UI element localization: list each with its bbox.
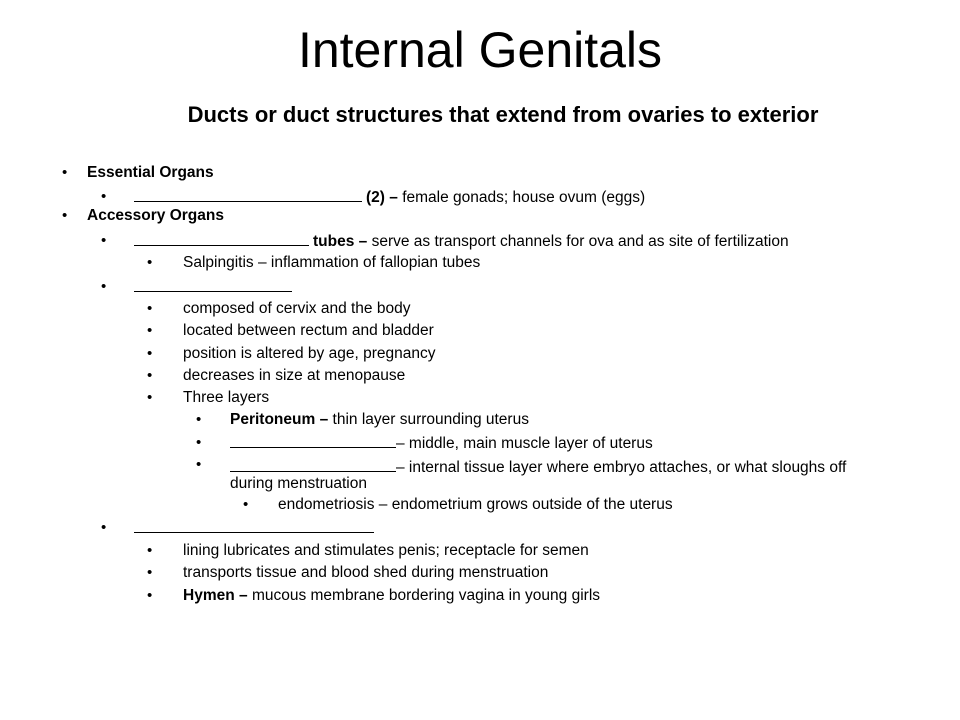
bullet: • — [147, 389, 153, 406]
vagina-item — [134, 518, 378, 538]
uterus-detail: Three layers — [183, 389, 270, 406]
bullet: • — [101, 232, 107, 249]
bullet: • — [147, 367, 153, 384]
ovaries-item — [134, 187, 645, 207]
bullet: • — [147, 254, 153, 271]
peritoneum-item — [230, 410, 529, 429]
salpingitis-item: Salpingitis – inflammation of fallopian tubes — [183, 254, 481, 271]
uterus-detail: decreases in size at menopause — [183, 367, 406, 384]
fill-in-blank — [134, 187, 362, 202]
uterus-detail: composed of cervix and the body — [183, 300, 411, 317]
fill-in-blank — [134, 518, 374, 533]
tubes-item — [134, 231, 789, 251]
bullet: • — [147, 300, 153, 317]
tubes-term: tubes – — [313, 233, 368, 250]
peritoneum-term: Peritoneum – — [230, 411, 329, 428]
ovaries-description: female gonads; house ovum (eggs) — [402, 189, 646, 206]
vagina-detail: lining lubricates and stimulates penis; receptacle for semen — [183, 542, 589, 559]
uterus-item — [134, 277, 296, 297]
bullet: • — [147, 587, 153, 604]
bullet: • — [196, 434, 202, 451]
endometrium-item — [230, 457, 870, 492]
fill-in-blank — [230, 457, 396, 472]
hymen-term: Hymen – — [183, 587, 248, 604]
peritoneum-description: thin layer surrounding uterus — [332, 411, 529, 428]
bullet: • — [147, 322, 153, 339]
bullet: • — [62, 207, 68, 224]
uterus-detail: position is altered by age, pregnancy — [183, 345, 436, 362]
bullet: • — [101, 278, 107, 295]
page-title: Internal Genitals — [297, 22, 663, 78]
bullet: • — [196, 411, 202, 428]
bullet: • — [147, 564, 153, 581]
tubes-description: serve as transport channels for ova and as site of fertilization — [371, 233, 789, 250]
myometrium-item — [230, 433, 653, 453]
vagina-detail: transports tissue and blood shed during menstruation — [183, 564, 549, 581]
myometrium-description: – middle, main muscle layer of uterus — [396, 435, 653, 452]
bullet: • — [243, 496, 249, 513]
uterus-detail: located between rectum and bladder — [183, 322, 434, 339]
bullet: • — [196, 456, 202, 473]
essential-organs-heading: Essential Organs — [87, 164, 214, 181]
ovaries-count: (2) – — [366, 189, 398, 206]
bullet: • — [62, 164, 68, 181]
fill-in-blank — [134, 231, 309, 246]
endometrium-description: – internal tissue layer where embryo attaches, or what sloughs off during menstruation — [230, 459, 847, 492]
hymen-item — [183, 586, 600, 605]
bullet: • — [101, 188, 107, 205]
accessory-organs-heading: Accessory Organs — [87, 207, 224, 224]
fill-in-blank — [230, 433, 396, 448]
hymen-description: mucous membrane bordering vagina in young girls — [251, 587, 601, 604]
bullet: • — [147, 345, 153, 362]
endometriosis-item: endometriosis – endometrium grows outside of the uterus — [278, 496, 673, 513]
fill-in-blank — [134, 277, 292, 292]
page-subtitle: Ducts or duct structures that extend from ovaries to exterior — [187, 102, 819, 127]
bullet: • — [147, 542, 153, 559]
bullet: • — [101, 519, 107, 536]
